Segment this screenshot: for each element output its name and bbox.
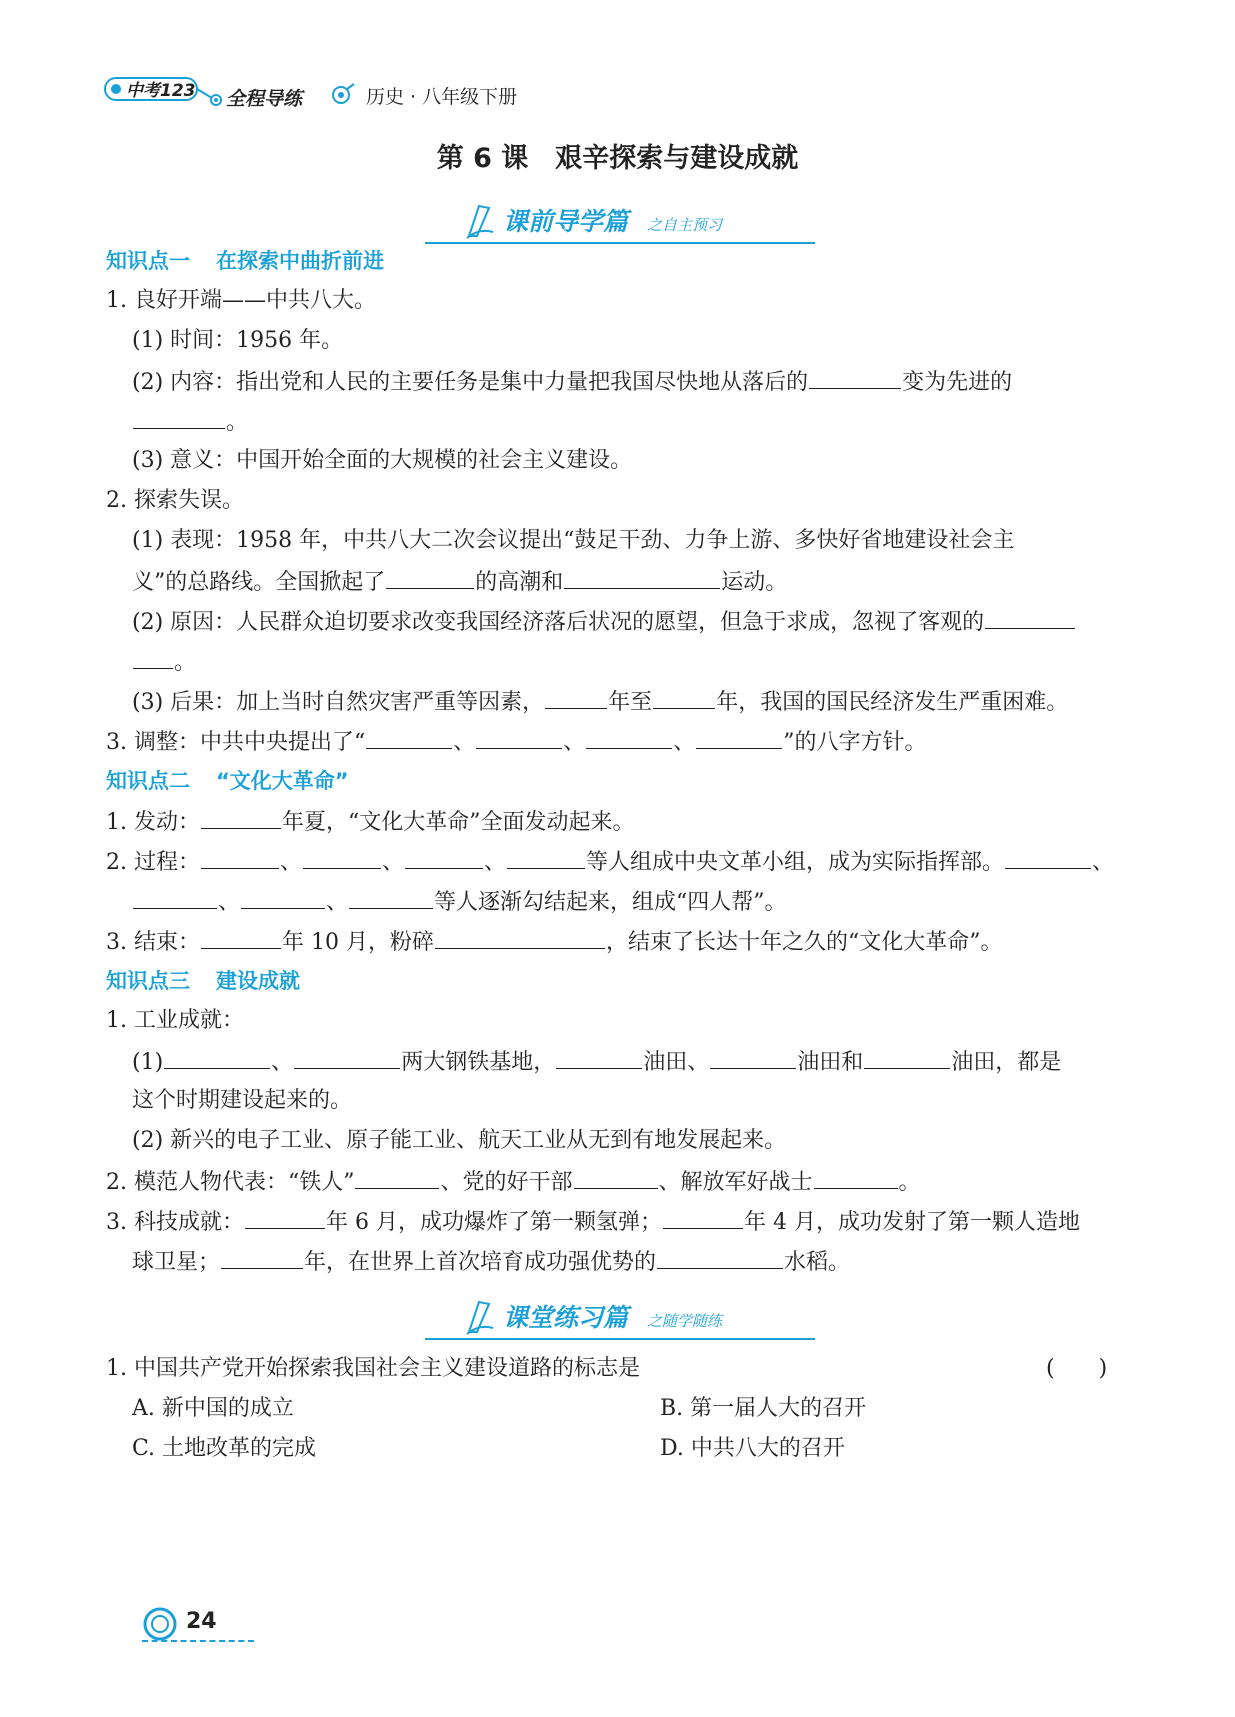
option-c[interactable]: C. 土地改革的完成	[132, 1436, 317, 1461]
text-line: (1) 时间：1956 年。	[132, 328, 344, 353]
text-line: 3. 结束： 年 10 月，粉碎 ，结束了长达十年之久的“文化大革命”。	[106, 926, 1002, 958]
brand-name-1: 中考123	[126, 81, 196, 101]
kp-number: 知识点一	[106, 249, 190, 273]
text-line: (3) 意义：中国开始全面的大规模的社会主义建设。	[132, 448, 633, 473]
fill-blank[interactable]	[201, 846, 279, 869]
fill-blank[interactable]	[864, 1046, 950, 1069]
question-stem: 1. 中国共产党开始探索我国社会主义建设道路的标志是	[106, 1356, 640, 1381]
fill-blank[interactable]	[586, 726, 672, 749]
text-line: 、 、 等人逐渐勾结起来，组成“四人帮”。	[132, 886, 787, 918]
fill-blank[interactable]	[710, 1046, 796, 1069]
kp-name: 在探索中曲折前进	[216, 249, 384, 273]
banner-title: 课前导学篇	[503, 207, 629, 236]
fill-blank[interactable]	[386, 566, 474, 589]
fill-blank[interactable]	[1005, 846, 1091, 869]
fill-blank[interactable]	[201, 926, 281, 949]
page-number-circle-icon	[142, 1606, 178, 1642]
answer-parentheses[interactable]: ( )	[1046, 1356, 1108, 1381]
text-line: (1) 、 两大钢铁基地， 油田、 油田和 油田，都是	[132, 1046, 1061, 1078]
fill-blank[interactable]	[303, 846, 381, 869]
text-line: 2. 探索失误。	[106, 488, 244, 513]
fill-blank[interactable]	[366, 726, 452, 749]
banner-subtitle: 之随学随练	[647, 1312, 723, 1330]
text-line: (2) 原因：人民群众迫切要求改变我国经济落后状况的愿望，但急于求成，忽视了客观的	[132, 606, 1076, 638]
text-line: 。	[132, 406, 248, 438]
header	[104, 72, 664, 112]
text-line: 2. 过程： 、 、 、 等人组成中央文革小组，成为实际指挥部。 、	[106, 846, 1114, 878]
fill-blank[interactable]	[221, 1246, 303, 1269]
lesson-title: 第 6 课 艰辛探索与建设成就	[436, 143, 799, 174]
text-line: 球卫星； 年，在世界上首次培育成功强优势的 水稻。	[132, 1246, 850, 1278]
fill-blank[interactable]	[696, 726, 782, 749]
fill-blank[interactable]	[663, 1206, 743, 1229]
fill-blank[interactable]	[294, 1046, 400, 1069]
text-line: 2. 模范人物代表：“铁人” 、党的好干部 、解放军好战士 。	[106, 1166, 921, 1198]
fill-blank[interactable]	[814, 1166, 898, 1189]
pen-icon	[463, 202, 497, 240]
knowledge-point-heading	[106, 766, 349, 796]
fill-blank[interactable]	[164, 1046, 270, 1069]
fill-blank[interactable]	[564, 566, 720, 589]
fill-blank[interactable]	[545, 686, 607, 709]
fill-blank[interactable]	[476, 726, 562, 749]
banner-subtitle: 之自主预习	[647, 216, 723, 234]
option-b[interactable]: B. 第一届人大的召开	[660, 1396, 867, 1421]
text-line: (2) 新兴的电子工业、原子能工业、航天工业从无到有地发展起来。	[132, 1128, 787, 1153]
fill-blank[interactable]	[507, 846, 585, 869]
page-number: 24	[186, 1609, 217, 1634]
brand-name-2: 全程导练	[226, 88, 303, 110]
fill-blank[interactable]	[653, 686, 715, 709]
fill-blank[interactable]	[133, 406, 225, 429]
fill-blank[interactable]	[657, 1246, 783, 1269]
swirl-icon	[330, 82, 356, 106]
section-banner-preview	[425, 196, 815, 244]
text-line: (2) 内容：指出党和人民的主要任务是集中力量把我国尽快地从落后的 变为先进的	[132, 366, 1012, 398]
fill-blank[interactable]	[133, 886, 217, 909]
text-line: 3. 科技成就： 年 6 月，成功爆炸了第一颗氢弹； 年 4 月，成功发射了第一颗人造地	[106, 1206, 1080, 1238]
option-d[interactable]: D. 中共八大的召开	[660, 1436, 845, 1461]
option-a[interactable]: A. 新中国的成立	[132, 1396, 294, 1421]
banner-title: 课堂练习篇	[503, 1303, 629, 1332]
fill-blank[interactable]	[245, 1206, 325, 1229]
fill-blank[interactable]	[556, 1046, 642, 1069]
fill-blank[interactable]	[355, 1166, 439, 1189]
fill-blank[interactable]	[201, 806, 281, 829]
text-line: 1. 发动： 年夏，“文化大革命”全面发动起来。	[106, 806, 634, 838]
fill-blank[interactable]	[435, 926, 605, 949]
fill-blank[interactable]	[133, 646, 173, 669]
fill-blank[interactable]	[809, 366, 901, 389]
text-line: 3. 调整：中共中央提出了“ 、 、 、 ”的八字方针。	[106, 726, 927, 758]
knowledge-point-heading	[106, 966, 300, 996]
knowledge-point-heading	[106, 246, 384, 276]
section-banner-practice	[425, 1292, 815, 1340]
kp-number: 知识点三	[106, 969, 190, 993]
text-line: 。	[132, 646, 196, 678]
text-line: (1) 表现：1958 年，中共八大二次会议提出“鼓足干劲、力争上游、多快好省地建设社会主	[132, 528, 1015, 553]
text-line: (3) 后果：加上当时自然灾害严重等因素， 年至 年，我国的国民经济发生严重困难。	[132, 686, 1068, 718]
footer-dashed-line	[142, 1640, 254, 1642]
pen-icon	[463, 1298, 497, 1336]
text-line: 1. 工业成就：	[106, 1008, 244, 1033]
kp-name: “文化大革命”	[216, 769, 349, 793]
text-line: 义”的总路线。全国掀起了 的高潮和 运动。	[132, 566, 787, 598]
text-line: 1. 良好开端——中共八大。	[106, 288, 376, 313]
fill-blank[interactable]	[241, 886, 325, 909]
subject-label: 历史 · 八年级下册	[366, 86, 518, 108]
text-line: 这个时期建设起来的。	[132, 1088, 353, 1113]
kp-number: 知识点二	[106, 769, 190, 793]
fill-blank[interactable]	[349, 886, 433, 909]
fill-blank[interactable]	[985, 606, 1075, 629]
fill-blank[interactable]	[405, 846, 483, 869]
kp-name: 建设成就	[216, 969, 300, 993]
fill-blank[interactable]	[574, 1166, 658, 1189]
